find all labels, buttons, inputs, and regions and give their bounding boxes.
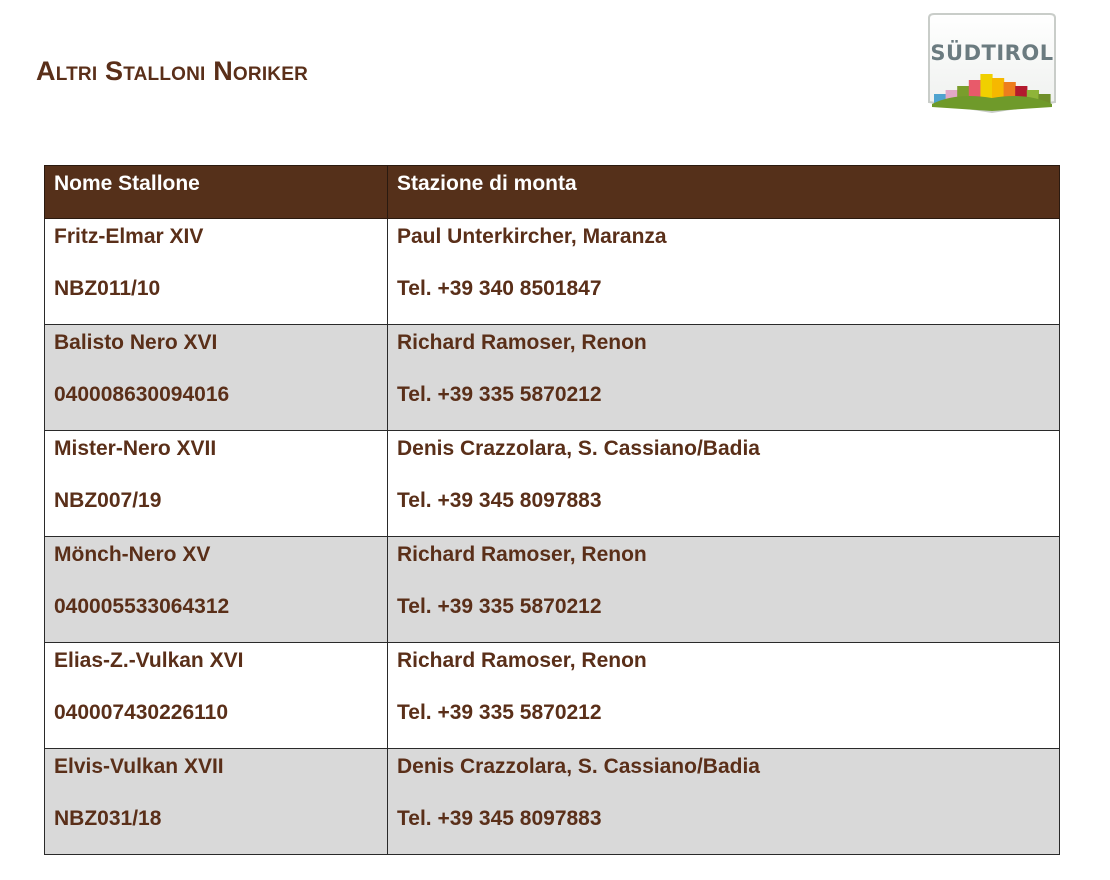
table-header-row [45,166,1060,219]
stallion-id: 040007430226110 [54,701,229,724]
stallion-cell [45,537,388,643]
stallion-name: Fritz-Elmar XIV [54,225,204,248]
stallion-cell [45,219,388,325]
stallion-id: NBZ007/19 [54,489,162,512]
stallion-id: 040005533064312 [54,595,230,618]
station-cell [388,643,1060,749]
column-header-name: Nome Stallone [45,166,388,219]
stallion-cell [45,643,388,749]
table-row [45,431,1060,537]
table-row [45,325,1060,431]
station-cell [388,431,1060,537]
page-title: Altri Stalloni Noriker [36,56,309,86]
table-row [45,219,1060,325]
stallion-table [44,165,1060,855]
table-row [45,749,1060,855]
table-row [45,537,1060,643]
stallion-cell [45,325,388,431]
station-name: Denis Crazzolara, S. Cassiano/Badia [397,755,760,778]
suedtirol-logo [926,12,1058,116]
stallion-id: NBZ031/18 [54,807,162,830]
stallion-name: Balisto Nero XVI [54,331,218,354]
station-phone: Tel. +39 335 5870212 [397,383,602,406]
station-phone: Tel. +39 345 8097883 [397,489,602,512]
stallion-id: 040008630094016 [54,383,230,406]
table-row [45,643,1060,749]
stallion-name: Elvis-Vulkan XVII [54,755,224,778]
station-name: Richard Ramoser, Renon [397,331,647,354]
station-name: Denis Crazzolara, S. Cassiano/Badia [397,437,760,460]
station-name: Richard Ramoser, Renon [397,649,647,672]
station-phone: Tel. +39 340 8501847 [397,277,602,300]
stallion-name: Elias-Z.-Vulkan XVI [54,649,244,672]
station-name: Paul Unterkircher, Maranza [397,225,667,248]
station-cell [388,219,1060,325]
stallion-name: Mönch-Nero XV [54,543,211,566]
station-phone: Tel. +39 345 8097883 [397,807,602,830]
station-phone: Tel. +39 335 5870212 [397,701,602,724]
logo-hill [932,96,1052,111]
station-name: Richard Ramoser, Renon [397,543,647,566]
stallion-cell [45,431,388,537]
logo-wordmark: SÜDTIROL [930,41,1054,65]
station-cell [388,325,1060,431]
stallion-id: NBZ011/10 [54,277,161,300]
stallion-cell [45,749,388,855]
stallion-name: Mister-Nero XVII [54,437,217,460]
station-cell [388,749,1060,855]
station-cell [388,537,1060,643]
station-phone: Tel. +39 335 5870212 [397,595,602,618]
column-header-station: Stazione di monta [388,166,1060,219]
